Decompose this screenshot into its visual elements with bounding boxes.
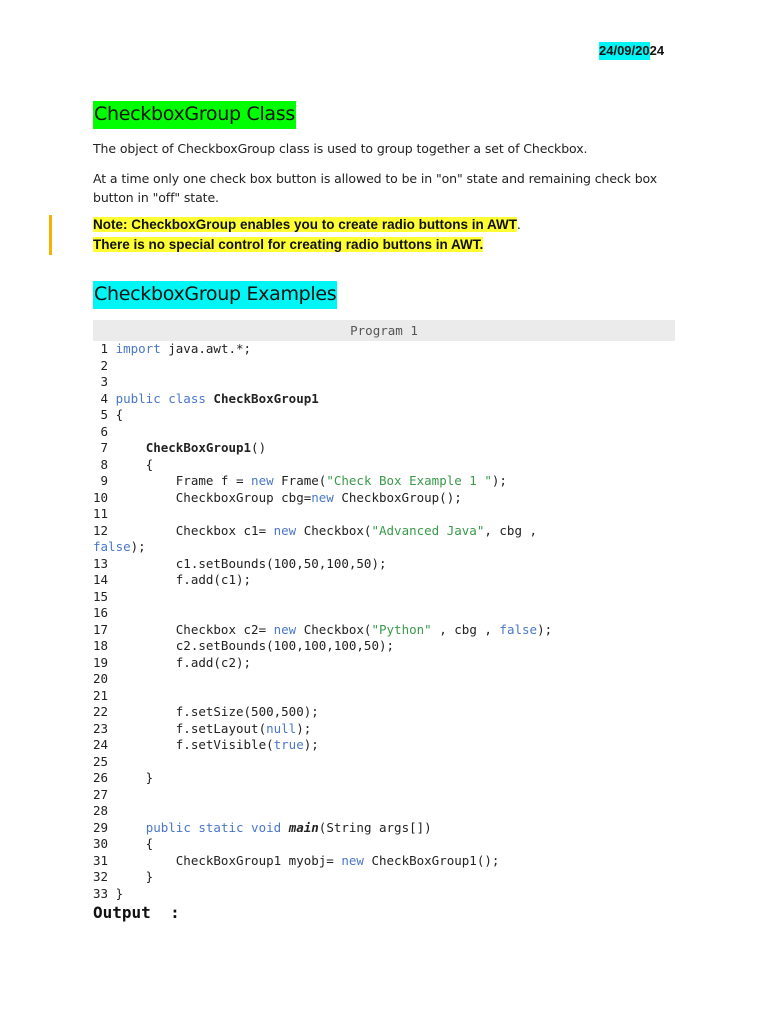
code-line: [93, 671, 675, 688]
output-label: Output :: [93, 903, 180, 922]
code-line: [93, 770, 675, 787]
code-token: 32 }: [93, 869, 154, 884]
code-token: "Check Box Example 1 ": [326, 473, 492, 488]
code-line: [93, 424, 675, 441]
note-line-1: Note: CheckboxGroup enables you to create radio buttons in AWT: [93, 217, 518, 232]
code-token: 12 Checkbox c1=: [93, 522, 274, 538]
code-token: null: [266, 720, 297, 736]
code-line: [93, 374, 675, 391]
code-token: 18 c2.setBounds(100,100,100,50);: [93, 638, 395, 653]
code-line: [93, 391, 675, 408]
code-line: [93, 622, 675, 639]
code-token: );: [537, 621, 553, 637]
code-token: 21: [93, 687, 109, 703]
code-line: [93, 589, 675, 606]
code-line: [93, 523, 675, 540]
note-line-1-end: .: [517, 217, 521, 232]
code-token: 20: [93, 671, 109, 686]
intro-paragraph: The object of CheckboxGroup class is used to group together a set of Checkbox.: [93, 141, 588, 156]
code-token: "Advanced Java": [371, 522, 485, 538]
code-line: [93, 655, 675, 672]
code-token: CheckBoxGroup1: [213, 390, 319, 406]
code-token: new: [273, 621, 297, 637]
code-token: true: [273, 737, 304, 752]
code-token: 24 f.setVisible(: [93, 737, 274, 752]
code-token: 30 {: [93, 836, 154, 851]
code-token: , cbg ,: [431, 621, 500, 637]
code-token: 1: [93, 341, 116, 356]
code-line: [93, 490, 675, 507]
code-token: );: [296, 720, 312, 736]
code-token: 26 }: [93, 770, 154, 785]
code-line: [93, 688, 675, 705]
code-line: [93, 836, 675, 853]
code-token: 29: [93, 819, 146, 835]
code-token: false: [93, 539, 131, 554]
code-token: 13 c1.setBounds(100,50,100,50);: [93, 555, 387, 571]
code-token: Checkbox(: [296, 621, 372, 637]
code-token: , cbg ,: [484, 522, 538, 538]
code-line: [93, 440, 675, 457]
note-line-2: There is no special control for creating radio buttons in AWT.: [93, 237, 484, 252]
code-line: [93, 721, 675, 738]
code-token: 7: [93, 440, 146, 455]
date-rest: 24: [649, 43, 665, 58]
heading-checkboxgroup-examples: CheckboxGroup Examples: [93, 281, 337, 309]
code-line: [93, 473, 675, 490]
code-token: 22 f.setSize(500,500);: [93, 704, 319, 719]
code-token: 25: [93, 753, 109, 769]
code-line: [93, 853, 675, 870]
code-line: [93, 572, 675, 589]
code-line: [93, 605, 675, 622]
heading-checkboxgroup-class: CheckboxGroup Class: [93, 101, 296, 129]
code-token: 19 f.add(c2);: [93, 654, 252, 670]
code-line: [93, 358, 675, 375]
note-block: [93, 215, 521, 255]
code-token: );: [303, 737, 319, 752]
code-line: [93, 820, 675, 837]
program-title: Program 1: [93, 320, 675, 341]
code-line: [93, 886, 675, 903]
code-token: 28: [93, 803, 109, 818]
code-line: [93, 341, 675, 358]
code-token: 6: [93, 423, 109, 439]
code-token: java.awt.*;: [160, 341, 252, 356]
code-token: [281, 820, 289, 835]
state-paragraph: At a time only one check box button is allowed to be in "on" state and remaining check box button in "off" state.: [93, 171, 657, 205]
code-token: main: [288, 819, 319, 835]
code-token: 5 {: [93, 407, 124, 422]
code-line: [93, 704, 675, 721]
code-block: [93, 341, 675, 902]
code-line: [93, 869, 675, 886]
code-token: (): [251, 440, 267, 455]
code-line: [93, 457, 675, 474]
code-token: CheckBoxGroup1();: [363, 852, 500, 868]
code-token: 15: [93, 588, 109, 604]
code-token: );: [130, 539, 146, 554]
code-token: 14 f.add(c1);: [93, 572, 252, 587]
code-token: public class: [115, 390, 206, 406]
code-line: [93, 787, 675, 804]
code-token: CheckboxGroup();: [333, 489, 462, 505]
code-token: 3: [93, 374, 109, 389]
code-token: 31 CheckBoxGroup1 myobj=: [93, 852, 342, 868]
code-token: new: [341, 852, 364, 868]
code-token: public static void: [145, 819, 282, 835]
code-token: new: [311, 489, 334, 505]
code-line: [93, 556, 675, 573]
code-token: "Python": [371, 621, 432, 637]
code-token: 10 CheckboxGroup cbg=: [93, 489, 312, 505]
code-line: [93, 407, 675, 424]
code-token: Frame(: [273, 473, 327, 488]
code-token: false: [499, 621, 538, 637]
code-token: import: [115, 341, 161, 356]
code-line: [93, 638, 675, 655]
date-label: [599, 43, 664, 58]
code-token: 11: [93, 506, 109, 521]
code-token: 27: [93, 786, 109, 802]
code-token: 2: [93, 357, 109, 373]
code-token: 4: [93, 390, 116, 406]
code-line: [93, 737, 675, 754]
code-token: 16: [93, 605, 109, 620]
note-marker-bar: [49, 215, 52, 255]
code-line: [93, 754, 675, 771]
date-highlight: 24/09/20: [599, 43, 650, 58]
code-line: [93, 506, 675, 523]
code-token: 8 {: [93, 456, 154, 472]
code-token: 17 Checkbox c2=: [93, 621, 274, 637]
code-token: );: [491, 473, 507, 488]
code-line: [93, 803, 675, 820]
code-token: new: [251, 473, 274, 488]
code-token: 33 }: [93, 885, 124, 901]
code-token: 23 f.setLayout(: [93, 720, 267, 736]
code-token: new: [273, 522, 297, 538]
code-token: (String args[]): [318, 819, 432, 835]
code-token: CheckBoxGroup1: [145, 440, 252, 455]
code-token: 9 Frame f =: [93, 473, 252, 488]
code-token: Checkbox(: [296, 522, 372, 538]
code-line: [93, 539, 675, 556]
